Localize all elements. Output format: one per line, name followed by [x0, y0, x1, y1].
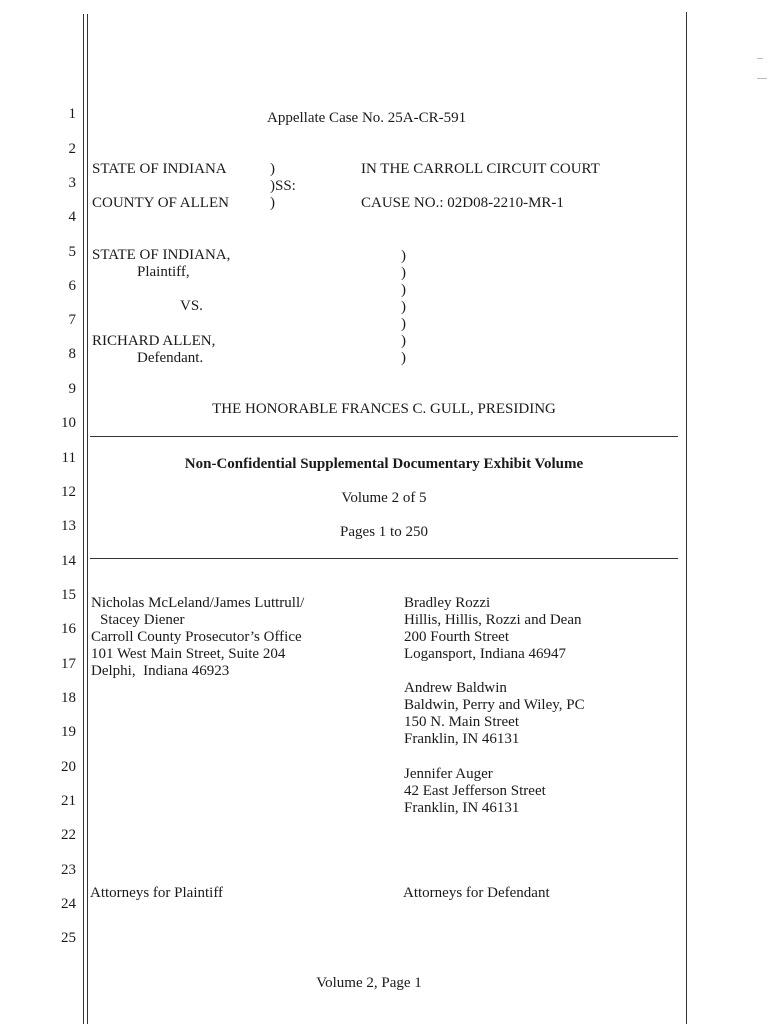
caption-paren: ) [401, 248, 406, 264]
defendant-name: RICHARD ALLEN, [92, 333, 216, 349]
plaintiff-counsel-names: Nicholas McLeland/James Luttrull/ [91, 595, 305, 611]
defense-counsel-city: Logansport, Indiana 46947 [404, 646, 567, 662]
defense-counsel-street: 42 East Jefferson Street [404, 783, 546, 799]
cause-number: CAUSE NO.: 02D08-2210-MR-1 [361, 195, 564, 211]
caption-paren: ) [401, 316, 406, 332]
divider-rule [90, 558, 678, 559]
line-number: 6 [68, 278, 76, 294]
pages-range: Pages 1 to 250 [340, 524, 428, 540]
attorneys-for-defendant: Attorneys for Defendant [403, 885, 550, 901]
volume-number: Volume 2 of 5 [341, 490, 427, 506]
venue-ss: )SS: [270, 178, 296, 194]
line-number: 22 [61, 827, 76, 843]
line-number: 4 [68, 209, 76, 225]
plaintiff-name: STATE OF INDIANA, [92, 247, 231, 263]
line-number: 2 [68, 141, 76, 157]
line-number: 10 [61, 415, 76, 431]
line-number: 14 [61, 553, 76, 569]
line-number: 1 [68, 106, 76, 122]
defense-counsel-name: Bradley Rozzi [404, 595, 491, 611]
line-number: 20 [61, 759, 76, 775]
left-margin-rule [83, 14, 84, 1024]
plaintiff-counsel-names: Stacey Diener [100, 612, 185, 628]
page-footer: Volume 2, Page 1 [316, 975, 422, 991]
caption-paren: ) [401, 299, 406, 315]
versus: VS. [180, 298, 203, 314]
plaintiff-counsel-city: Delphi, Indiana 46923 [91, 663, 230, 679]
line-number: 8 [68, 346, 76, 362]
defense-counsel-firm: Hillis, Hillis, Rozzi and Dean [404, 612, 582, 628]
defense-counsel-name: Jennifer Auger [404, 766, 493, 782]
scan-edge-mark [757, 58, 763, 59]
line-number: 13 [61, 518, 76, 534]
venue-county: COUNTY OF ALLEN [92, 195, 229, 211]
presiding-judge: THE HONORABLE FRANCES C. GULL, PRESIDING [212, 401, 556, 417]
caption-paren: ) [401, 265, 406, 281]
venue-paren: ) [270, 161, 275, 177]
line-number: 12 [61, 484, 76, 500]
caption-paren: ) [401, 350, 406, 366]
plaintiff-role: Plaintiff, [137, 264, 190, 280]
court-name: IN THE CARROLL CIRCUIT COURT [361, 161, 600, 177]
scan-edge-mark [757, 78, 767, 79]
defense-counsel-street: 150 N. Main Street [404, 714, 519, 730]
defense-counsel-firm: Baldwin, Perry and Wiley, PC [404, 697, 585, 713]
caption-paren: ) [401, 282, 406, 298]
line-number: 7 [68, 312, 76, 328]
left-margin-rule-inner [87, 14, 88, 1024]
line-number: 11 [61, 450, 76, 466]
plaintiff-counsel-street: 101 West Main Street, Suite 204 [91, 646, 286, 662]
defendant-role: Defendant. [137, 350, 204, 366]
right-margin-rule [686, 12, 687, 1024]
attorneys-for-plaintiff: Attorneys for Plaintiff [90, 885, 224, 901]
plaintiff-counsel-office: Carroll County Prosecutor’s Office [91, 629, 302, 645]
line-number: 16 [61, 621, 76, 637]
defense-counsel-city: Franklin, IN 46131 [404, 731, 520, 747]
venue-state: STATE OF INDIANA [92, 161, 227, 177]
line-number: 19 [61, 724, 76, 740]
line-number: 15 [61, 587, 76, 603]
defense-counsel-name: Andrew Baldwin [404, 680, 507, 696]
defense-counsel-street: 200 Fourth Street [404, 629, 509, 645]
line-number: 3 [68, 175, 76, 191]
line-number: 5 [68, 244, 76, 260]
line-number: 24 [61, 896, 76, 912]
venue-paren: ) [270, 195, 275, 211]
defense-counsel-city: Franklin, IN 46131 [404, 800, 520, 816]
volume-title: Non-Confidential Supplemental Documentary Exhibit Volume [184, 456, 584, 472]
divider-rule [90, 436, 678, 437]
appellate-case-number: Appellate Case No. 25A-CR-591 [267, 110, 467, 126]
line-number: 23 [61, 862, 76, 878]
line-number: 17 [61, 656, 76, 672]
line-number: 9 [68, 381, 76, 397]
line-number: 25 [61, 930, 76, 946]
line-number: 21 [61, 793, 76, 809]
caption-paren-column [401, 248, 406, 367]
line-number: 18 [61, 690, 76, 706]
caption-paren: ) [401, 333, 406, 349]
